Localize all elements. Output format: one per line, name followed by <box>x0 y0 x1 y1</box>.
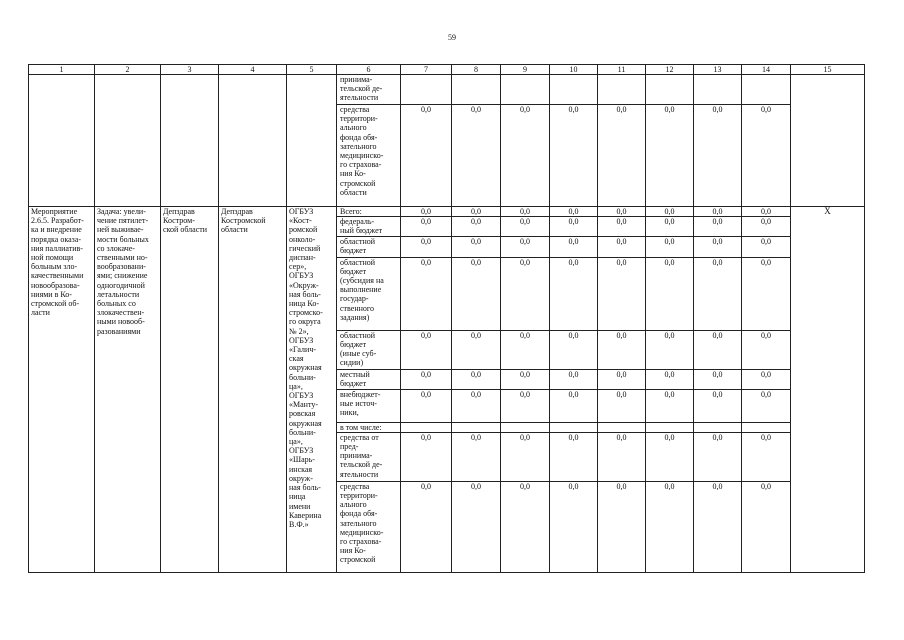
value-cell: 0,0 <box>742 105 791 207</box>
empty-cell <box>161 75 219 207</box>
value-cell: 0,0 <box>646 481 694 572</box>
value-cell: 0,0 <box>646 330 694 369</box>
value-cell: 0,0 <box>742 389 791 422</box>
value-cell: 0,0 <box>401 481 452 572</box>
empty-cell <box>287 75 337 207</box>
column-header: 11 <box>598 65 646 75</box>
value-cell: 0,0 <box>598 369 646 389</box>
value-cell: 0,0 <box>742 236 791 257</box>
value-cell: 0,0 <box>742 207 791 217</box>
value-cell <box>501 422 550 432</box>
value-cell: 0,0 <box>742 330 791 369</box>
value-cell: 0,0 <box>452 432 501 481</box>
responsible-executor: Депздрав Костром- ской области <box>161 207 219 573</box>
value-cell <box>401 422 452 432</box>
value-cell <box>550 422 598 432</box>
co-executor: Депздрав Костромской области <box>219 207 287 573</box>
column-header: 14 <box>742 65 791 75</box>
value-cell: 0,0 <box>646 207 694 217</box>
column-header: 13 <box>694 65 742 75</box>
value-cell: 0,0 <box>550 432 598 481</box>
value-cell: 0,0 <box>401 257 452 330</box>
value-cell: 0,0 <box>694 217 742 236</box>
value-cell: 0,0 <box>401 236 452 257</box>
value-cell: 0,0 <box>694 236 742 257</box>
value-cell: 0,0 <box>501 389 550 422</box>
value-cell: 0,0 <box>694 330 742 369</box>
column-header: 3 <box>161 65 219 75</box>
funding-source-label: в том числе: <box>337 422 401 432</box>
value-cell: 0,0 <box>694 369 742 389</box>
budget-table <box>28 64 865 573</box>
column-header: 4 <box>219 65 287 75</box>
value-cell: 0,0 <box>452 330 501 369</box>
value-cell: 0,0 <box>452 257 501 330</box>
value-cell: 0,0 <box>598 481 646 572</box>
empty-cell <box>452 75 501 105</box>
value-cell: 0,0 <box>550 217 598 236</box>
value-cell: 0,0 <box>401 105 452 207</box>
empty-cell <box>219 75 287 207</box>
value-cell: 0,0 <box>452 389 501 422</box>
value-cell: 0,0 <box>550 236 598 257</box>
funding-source-label: областной бюджет <box>337 236 401 257</box>
funding-source-label: средства территори- ального фонда обя- зательного медицинско- го страхова- ния Ко- стромской <box>337 481 401 572</box>
column-header: 5 <box>287 65 337 75</box>
value-cell: 0,0 <box>550 389 598 422</box>
value-cell: 0,0 <box>694 389 742 422</box>
value-cell: 0,0 <box>598 236 646 257</box>
value-cell: 0,0 <box>694 207 742 217</box>
value-cell: 0,0 <box>401 330 452 369</box>
value-cell <box>742 422 791 432</box>
value-cell: 0,0 <box>501 432 550 481</box>
value-cell <box>598 422 646 432</box>
funding-source-label: местный бюджет <box>337 369 401 389</box>
value-cell: 0,0 <box>646 105 694 207</box>
value-cell: 0,0 <box>598 105 646 207</box>
value-cell: 0,0 <box>401 432 452 481</box>
empty-cell <box>694 75 742 105</box>
value-cell: 0,0 <box>452 481 501 572</box>
value-cell: 0,0 <box>452 207 501 217</box>
value-cell: 0,0 <box>501 236 550 257</box>
value-cell: 0,0 <box>742 432 791 481</box>
value-cell: 0,0 <box>550 105 598 207</box>
empty-cell <box>501 75 550 105</box>
value-cell: 0,0 <box>742 257 791 330</box>
value-cell: 0,0 <box>550 207 598 217</box>
value-cell: 0,0 <box>646 432 694 481</box>
value-cell: 0,0 <box>501 369 550 389</box>
empty-cell <box>29 75 95 207</box>
activity-task: Задача: увели- чение пятилет- ней выживае- мости больных со злокаче- ственными но- вообразовани- ями; снижение одногодичной летальности больных со злокачествен- ными новооб- разованиями <box>95 207 161 573</box>
funding-source-label: федераль- ный бюджет <box>337 217 401 236</box>
value-cell: 0,0 <box>401 389 452 422</box>
value-cell: 0,0 <box>501 481 550 572</box>
value-cell: 0,0 <box>694 481 742 572</box>
column-header: 15 <box>791 65 865 75</box>
value-cell: 0,0 <box>501 207 550 217</box>
empty-cell <box>791 75 865 207</box>
column-header: 10 <box>550 65 598 75</box>
value-cell: 0,0 <box>550 369 598 389</box>
funding-source-label: областной бюджет (иные суб- сидии) <box>337 330 401 369</box>
empty-cell <box>401 75 452 105</box>
funding-source-label: областной бюджет (субсидия на выполнение государ- ственного задания) <box>337 257 401 330</box>
value-cell: 0,0 <box>742 481 791 572</box>
value-cell: 0,0 <box>501 330 550 369</box>
table-row <box>29 207 865 217</box>
funding-source-label: средства территори- ального фонда обя- зательного медицинско- го страхова- ния Ко- стромской области <box>337 105 401 207</box>
value-cell: 0,0 <box>598 207 646 217</box>
column-header: 6 <box>337 65 401 75</box>
value-cell: 0,0 <box>401 217 452 236</box>
value-cell: 0,0 <box>452 369 501 389</box>
funding-source-label: Всего: <box>337 207 401 217</box>
participants: ОГБУЗ «Кост- ромской онколо- гический диспан- сер», ОГБУЗ «Окруж- ная боль- ница Ко- стромско- го округа № 2», ОГБУЗ «Галич- ская окружная больни- ца», ОГБУЗ «Манту- ровская окружная больни- ца», ОГБУЗ «Шарь- инская окруж- ная боль- ница имени Каверина В.Ф.» <box>287 207 337 573</box>
table-row <box>29 75 865 105</box>
value-cell: 0,0 <box>452 105 501 207</box>
header-row <box>29 65 865 75</box>
value-cell: 0,0 <box>598 389 646 422</box>
column-header: 12 <box>646 65 694 75</box>
value-cell: 0,0 <box>401 207 452 217</box>
value-cell: 0,0 <box>694 257 742 330</box>
value-cell: 0,0 <box>550 330 598 369</box>
value-cell: 0,0 <box>452 236 501 257</box>
empty-cell <box>550 75 598 105</box>
column-header: 7 <box>401 65 452 75</box>
column-header: 8 <box>452 65 501 75</box>
value-cell: 0,0 <box>598 217 646 236</box>
column-header: 2 <box>95 65 161 75</box>
value-cell <box>694 422 742 432</box>
value-cell: 0,0 <box>694 105 742 207</box>
value-cell: 0,0 <box>550 481 598 572</box>
value-cell: 0,0 <box>598 432 646 481</box>
value-cell: 0,0 <box>646 257 694 330</box>
value-cell: 0,0 <box>501 257 550 330</box>
value-cell: 0,0 <box>598 330 646 369</box>
funding-source-label: средства от пред- принима- тельской де- ятельности <box>337 432 401 481</box>
value-cell: 0,0 <box>452 217 501 236</box>
value-cell <box>646 422 694 432</box>
value-cell: 0,0 <box>646 369 694 389</box>
empty-cell <box>742 75 791 105</box>
funding-source-label: принима- тельской де- ятельности <box>337 75 401 105</box>
value-cell: 0,0 <box>550 257 598 330</box>
result-mark: Х <box>791 207 865 573</box>
empty-cell <box>598 75 646 105</box>
value-cell: 0,0 <box>501 217 550 236</box>
column-header: 9 <box>501 65 550 75</box>
value-cell <box>452 422 501 432</box>
page-number: 59 <box>448 33 456 42</box>
value-cell: 0,0 <box>742 369 791 389</box>
value-cell: 0,0 <box>501 105 550 207</box>
value-cell: 0,0 <box>742 217 791 236</box>
value-cell: 0,0 <box>694 432 742 481</box>
empty-cell <box>646 75 694 105</box>
value-cell: 0,0 <box>646 389 694 422</box>
value-cell: 0,0 <box>401 369 452 389</box>
value-cell: 0,0 <box>646 236 694 257</box>
value-cell: 0,0 <box>646 217 694 236</box>
column-header: 1 <box>29 65 95 75</box>
activity-name: Мероприятие 2.6.5. Разработ- ка и внедрение порядка оказа- ния паллиатив- ной помощи больным зло- качественными новообразова- ниями в Ко- стромской об- ласти <box>29 207 95 573</box>
empty-cell <box>95 75 161 207</box>
value-cell: 0,0 <box>598 257 646 330</box>
funding-source-label: внебюджет- ные источ- ники, <box>337 389 401 422</box>
